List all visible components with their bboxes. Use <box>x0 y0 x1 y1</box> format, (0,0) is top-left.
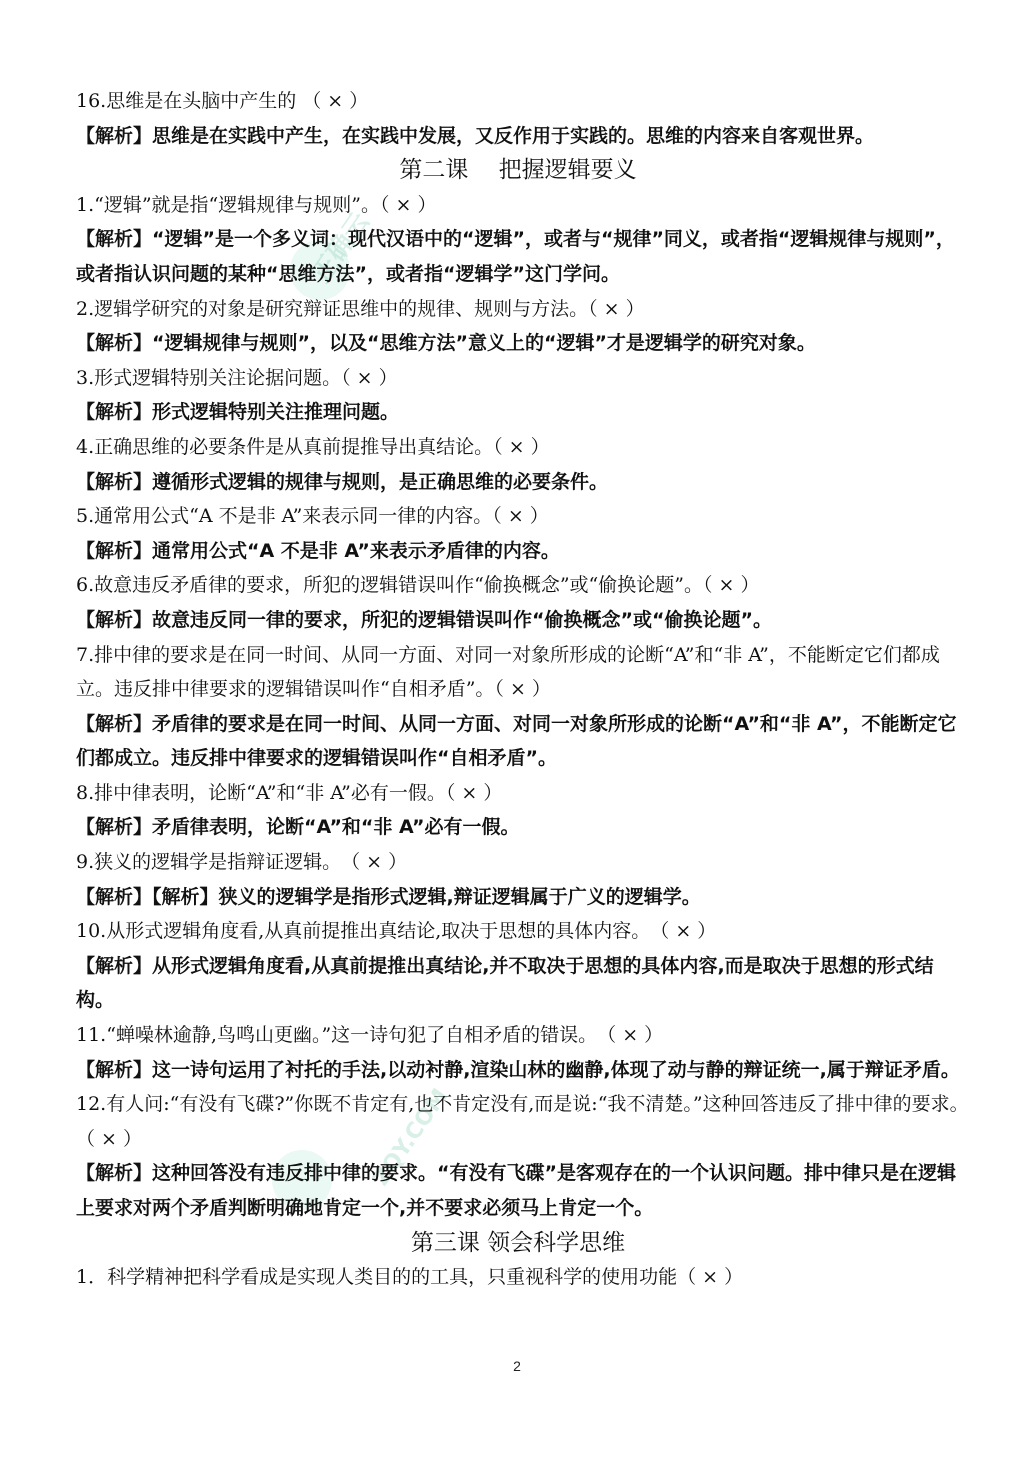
question-text: 7.排中律的要求是在同一时间、从同一方面、对同一对象所形成的论断“A”和“非 A”，不能断定它们都成立。违反排中律要求的逻辑错误叫作“自相矛盾”。（ × ） <box>76 643 940 701</box>
watermark: ZQY.COM <box>368 1084 454 1191</box>
analysis-text: 【解析】从形式逻辑角度看,从真前提推出真结论,并不取决于思想的具体内容,而是取决于思想的形式结构。 <box>76 954 934 1012</box>
section-heading: 第三课 领会科学思维 <box>410 1229 626 1256</box>
question-text: 6.故意违反矛盾律的要求，所犯的逻辑错误叫作“偷换概念”或“偷换论题”。（ × ） <box>76 574 760 597</box>
question-text: 4.正确思维的必要条件是从真前提推导出真结论。（ × ） <box>76 435 550 458</box>
question-text: 8.排中律表明，论断“A”和“非 A”必有一假。（ × ） <box>76 781 503 804</box>
analysis-text: 【解析】思维是在实践中产生，在实践中发展，又反作用于实践的。思维的内容来自客观世界。 <box>76 124 875 147</box>
analysis-text: 【解析】这种回答没有违反排中律的要求。“有没有飞碟”是客观存在的一个认识问题。排中律只是在逻辑上要求对两个矛盾判断明确地肯定一个,并不要求必须马上肯定一个。 <box>76 1162 956 1219</box>
analysis-text: 【解析】【解析】狭义的逻辑学是指形式逻辑,辩证逻辑属于广义的逻辑学。 <box>76 885 701 908</box>
section-heading: 第二课 把握逻辑要义 <box>399 157 637 184</box>
document-body <box>76 84 979 1295</box>
watermark: 正确云 <box>306 207 376 289</box>
question-text: 3.形式逻辑特别关注论据问题。（ × ） <box>76 366 398 389</box>
analysis-text: 【解析】“逻辑规律与规则”，以及“思维方法”意义上的“逻辑”才是逻辑学的研究对象。 <box>76 332 816 355</box>
analysis-text: 【解析】通常用公式“A 不是非 A”来表示矛盾律的内容。 <box>76 539 560 562</box>
question-text: 9.狭义的逻辑学是指辩证逻辑。 （ × ） <box>76 851 408 874</box>
analysis-text: 【解析】故意违反同一律的要求，所犯的逻辑错误叫作“偷换概念”或“偷换论题”。 <box>76 608 772 631</box>
question-text: 12.有人问:“有没有飞碟?”你既不肯定有,也不肯定没有,而是说:“我不清楚。”这种回答违反了排中律的要求。 （ × ） <box>76 1093 979 1150</box>
question-text: 11.“蝉噪林逾静,鸟鸣山更幽。”这一诗句犯了自相矛盾的错误。 （ × ） <box>76 1024 664 1047</box>
analysis-text: 【解析】矛盾律表明，论断“A”和“非 A”必有一假。 <box>76 816 520 839</box>
analysis-text: 【解析】矛盾律的要求是在同一时间、从同一方面、对同一对象所形成的论断“A”和“非 A”，不能断定它们都成立。违反排中律要求的逻辑错误叫作“自相矛盾”。 <box>76 712 957 770</box>
question-text: 16.思维是在头脑中产生的 （ × ） <box>76 90 369 112</box>
question-text: 1．科学精神把科学看成是实现人类目的的工具，只重视科学的使用功能（ × ） <box>76 1266 744 1289</box>
page-number: 2 <box>513 1358 521 1374</box>
question-text: 2.逻辑学研究的对象是研究辩证思维中的规律、规则与方法。（ × ） <box>76 297 645 320</box>
analysis-text: 【解析】形式逻辑特别关注推理问题。 <box>76 401 400 424</box>
analysis-text: 【解析】“逻辑”是一个多义词：现代汉语中的“逻辑”，或者与“规律”同义，或者指“逻辑规律与规则”，或者指认识问题的某种“思维方法”，或者指“逻辑学”这门学问。 <box>76 228 955 285</box>
question-text: 5.通常用公式“A 不是非 A”来表示同一律的内容。（ × ） <box>76 505 549 528</box>
analysis-text: 【解析】遵循形式逻辑的规律与规则，是正确思维的必要条件。 <box>76 470 609 493</box>
question-text: 10.从形式逻辑角度看,从真前提推出真结论,取决于思想的具体内容。 （ × ） <box>76 920 717 943</box>
question-text: 1.“逻辑”就是指“逻辑规律与规则”。（ × ） <box>76 193 437 216</box>
analysis-text: 【解析】这一诗句运用了衬托的手法,以动衬静,渲染山林的幽静,体现了动与静的辩证统一,属于辩证矛盾。 <box>76 1058 960 1081</box>
